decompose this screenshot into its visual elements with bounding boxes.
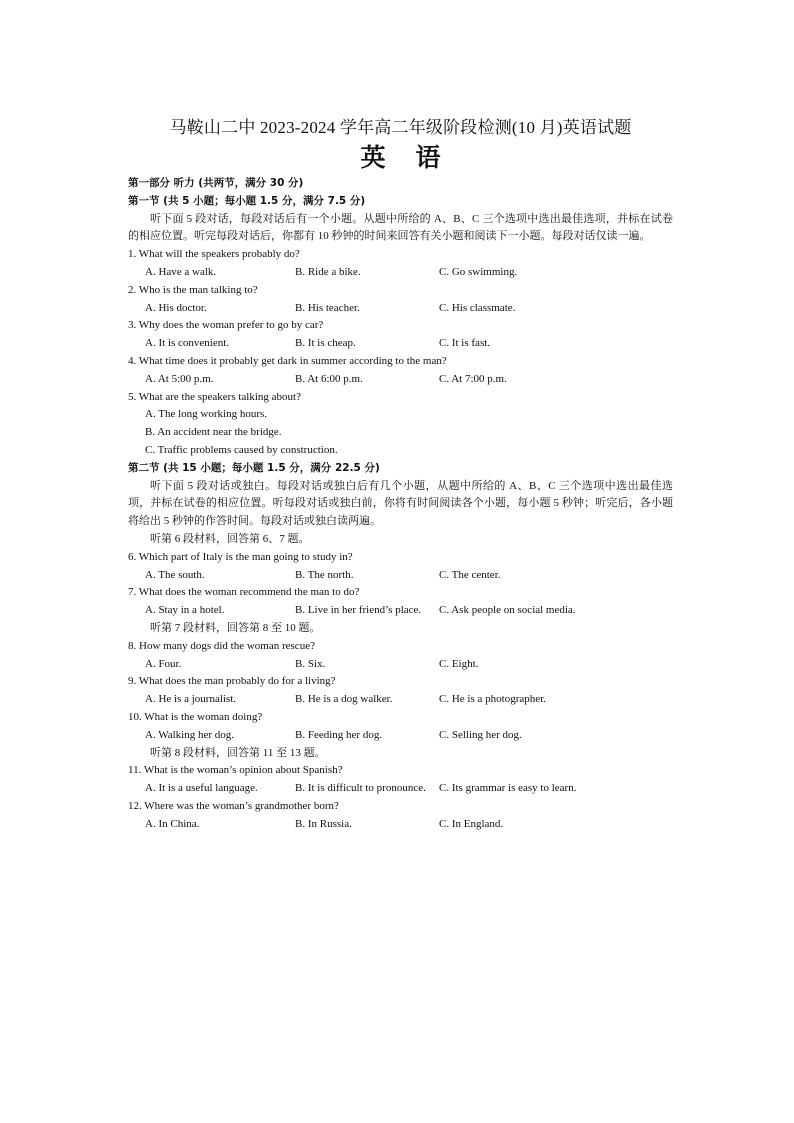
section2-heading: 第二节 (共 15 小题；每小题 1.5 分，满分 22.5 分) bbox=[128, 461, 380, 474]
material-6-note: 听第 6 段材料，回答第 6、7 题。 bbox=[150, 532, 310, 545]
option-b: B. Six. bbox=[295, 657, 326, 670]
section1-heading: 第一节 (共 5 小题；每小题 1.5 分，满分 7.5 分) bbox=[128, 194, 366, 207]
option-c: C. Go swimming. bbox=[439, 265, 518, 278]
option-b: B. Live in her friend’s place. bbox=[295, 604, 422, 617]
question-options bbox=[128, 780, 673, 798]
question-stem: 3. Why does the woman prefer to go by car? bbox=[128, 319, 324, 332]
option-a: A. He is a journalist. bbox=[145, 693, 237, 706]
option-a: A. At 5:00 p.m. bbox=[145, 372, 214, 385]
question-options bbox=[128, 335, 673, 353]
section2-instructions: 听下面 5 段对话或独白。每段对话或独白后有几个小题，从题中所给的 A、B、C 三个选项中选出最佳选项，并标在试卷的相应位置。听每段对话或独白前，你将有时间阅读各个小题，每小题 5 秒钟；听完后，各小题将给出 5 秒钟的作答时间。每段对话或独白读两遍。 bbox=[128, 479, 673, 528]
option-b: B. An accident near the bridge. bbox=[145, 426, 282, 439]
question-options bbox=[128, 371, 673, 389]
option-b: B. Ride a bike. bbox=[295, 265, 361, 278]
option-a: A. The south. bbox=[145, 568, 205, 581]
question-stem: 4. What time does it probably get dark in summer according to the man? bbox=[128, 354, 447, 367]
option-a: A. The long working hours. bbox=[145, 408, 268, 421]
option-c: C. At 7:00 p.m. bbox=[439, 372, 507, 385]
material-7-note: 听第 7 段材料，回答第 8 至 10 题。 bbox=[150, 621, 321, 634]
question-stem: 2. Who is the man talking to? bbox=[128, 283, 258, 296]
option-c: C. Its grammar is easy to learn. bbox=[439, 782, 577, 795]
subject-char-1: 英 bbox=[360, 143, 386, 172]
option-c: C. He is a photographer. bbox=[439, 693, 546, 706]
option-a: A. His doctor. bbox=[145, 301, 207, 314]
question-options bbox=[128, 264, 673, 282]
material-8-note: 听第 8 段材料，回答第 11 至 13 题。 bbox=[150, 746, 326, 759]
option-a: A. Walking her dog. bbox=[145, 728, 235, 741]
question-stem: 10. What is the woman doing? bbox=[128, 710, 263, 723]
question-options bbox=[128, 300, 673, 318]
option-a: A. Have a walk. bbox=[145, 265, 217, 278]
exam-page bbox=[128, 116, 673, 833]
question-stem: 1. What will the speakers probably do? bbox=[128, 248, 300, 261]
option-c: C. Eight. bbox=[439, 657, 479, 670]
option-c: C. Selling her dog. bbox=[439, 728, 522, 741]
option-c: C. The center. bbox=[439, 568, 501, 581]
option-b: B. It is difficult to pronounce. bbox=[295, 782, 426, 795]
question-options bbox=[128, 691, 673, 709]
question-options bbox=[128, 567, 673, 585]
question-stem: 5. What are the speakers talking about? bbox=[128, 390, 301, 403]
option-c: C. Traffic problems caused by construction. bbox=[145, 443, 338, 456]
question-stem: 11. What is the woman’s opinion about Spanish? bbox=[128, 764, 343, 777]
option-a: A. Stay in a hotel. bbox=[145, 604, 225, 617]
option-a: A. It is a useful language. bbox=[145, 782, 258, 795]
question-stem: 7. What does the woman recommend the man to do? bbox=[128, 586, 360, 599]
option-a: A. Four. bbox=[145, 657, 182, 670]
section1-instructions: 听下面 5 段对话，每段对话后有一个小题。从题中所给的 A、B、C 三个选项中选出最佳选项，并标在试卷的相应位置。听完每段对话后，你都有 10 秒钟的时间来回答有关小题和阅读下一小题。每段对话仅读一遍。 bbox=[128, 212, 673, 243]
question-stem: 6. Which part of Italy is the man going to study in? bbox=[128, 550, 353, 563]
option-c: C. Ask people on social media. bbox=[439, 604, 576, 617]
question-stem: 8. How many dogs did the woman rescue? bbox=[128, 639, 315, 652]
option-b: B. In Russia. bbox=[295, 817, 352, 830]
option-b: B. Feeding her dog. bbox=[295, 728, 383, 741]
question-options bbox=[128, 816, 673, 834]
option-a: A. It is convenient. bbox=[145, 337, 230, 350]
question-stem: 12. Where was the woman’s grandmother born? bbox=[128, 799, 339, 812]
option-c: C. It is fast. bbox=[439, 337, 491, 350]
option-b: B. At 6:00 p.m. bbox=[295, 372, 363, 385]
subject-char-2: 语 bbox=[415, 143, 441, 172]
option-b: B. The north. bbox=[295, 568, 354, 581]
part1-heading: 第一部分 听力 (共两节，满分 30 分) bbox=[128, 177, 304, 189]
option-c: C. In England. bbox=[439, 817, 504, 830]
question-options bbox=[128, 656, 673, 674]
option-c: C. His classmate. bbox=[439, 301, 516, 314]
option-b: B. His teacher. bbox=[295, 301, 360, 314]
option-a: A. In China. bbox=[145, 817, 200, 830]
option-b: B. It is cheap. bbox=[295, 337, 356, 350]
exam-title: 马鞍山二中 2023-2024 学年高二年级阶段检测(10 月)英语试题 bbox=[169, 118, 632, 137]
subject-title bbox=[128, 143, 673, 175]
question-stem: 9. What does the man probably do for a living? bbox=[128, 675, 336, 688]
question-options bbox=[128, 727, 673, 745]
option-b: B. He is a dog walker. bbox=[295, 693, 393, 706]
question-options bbox=[128, 602, 673, 620]
